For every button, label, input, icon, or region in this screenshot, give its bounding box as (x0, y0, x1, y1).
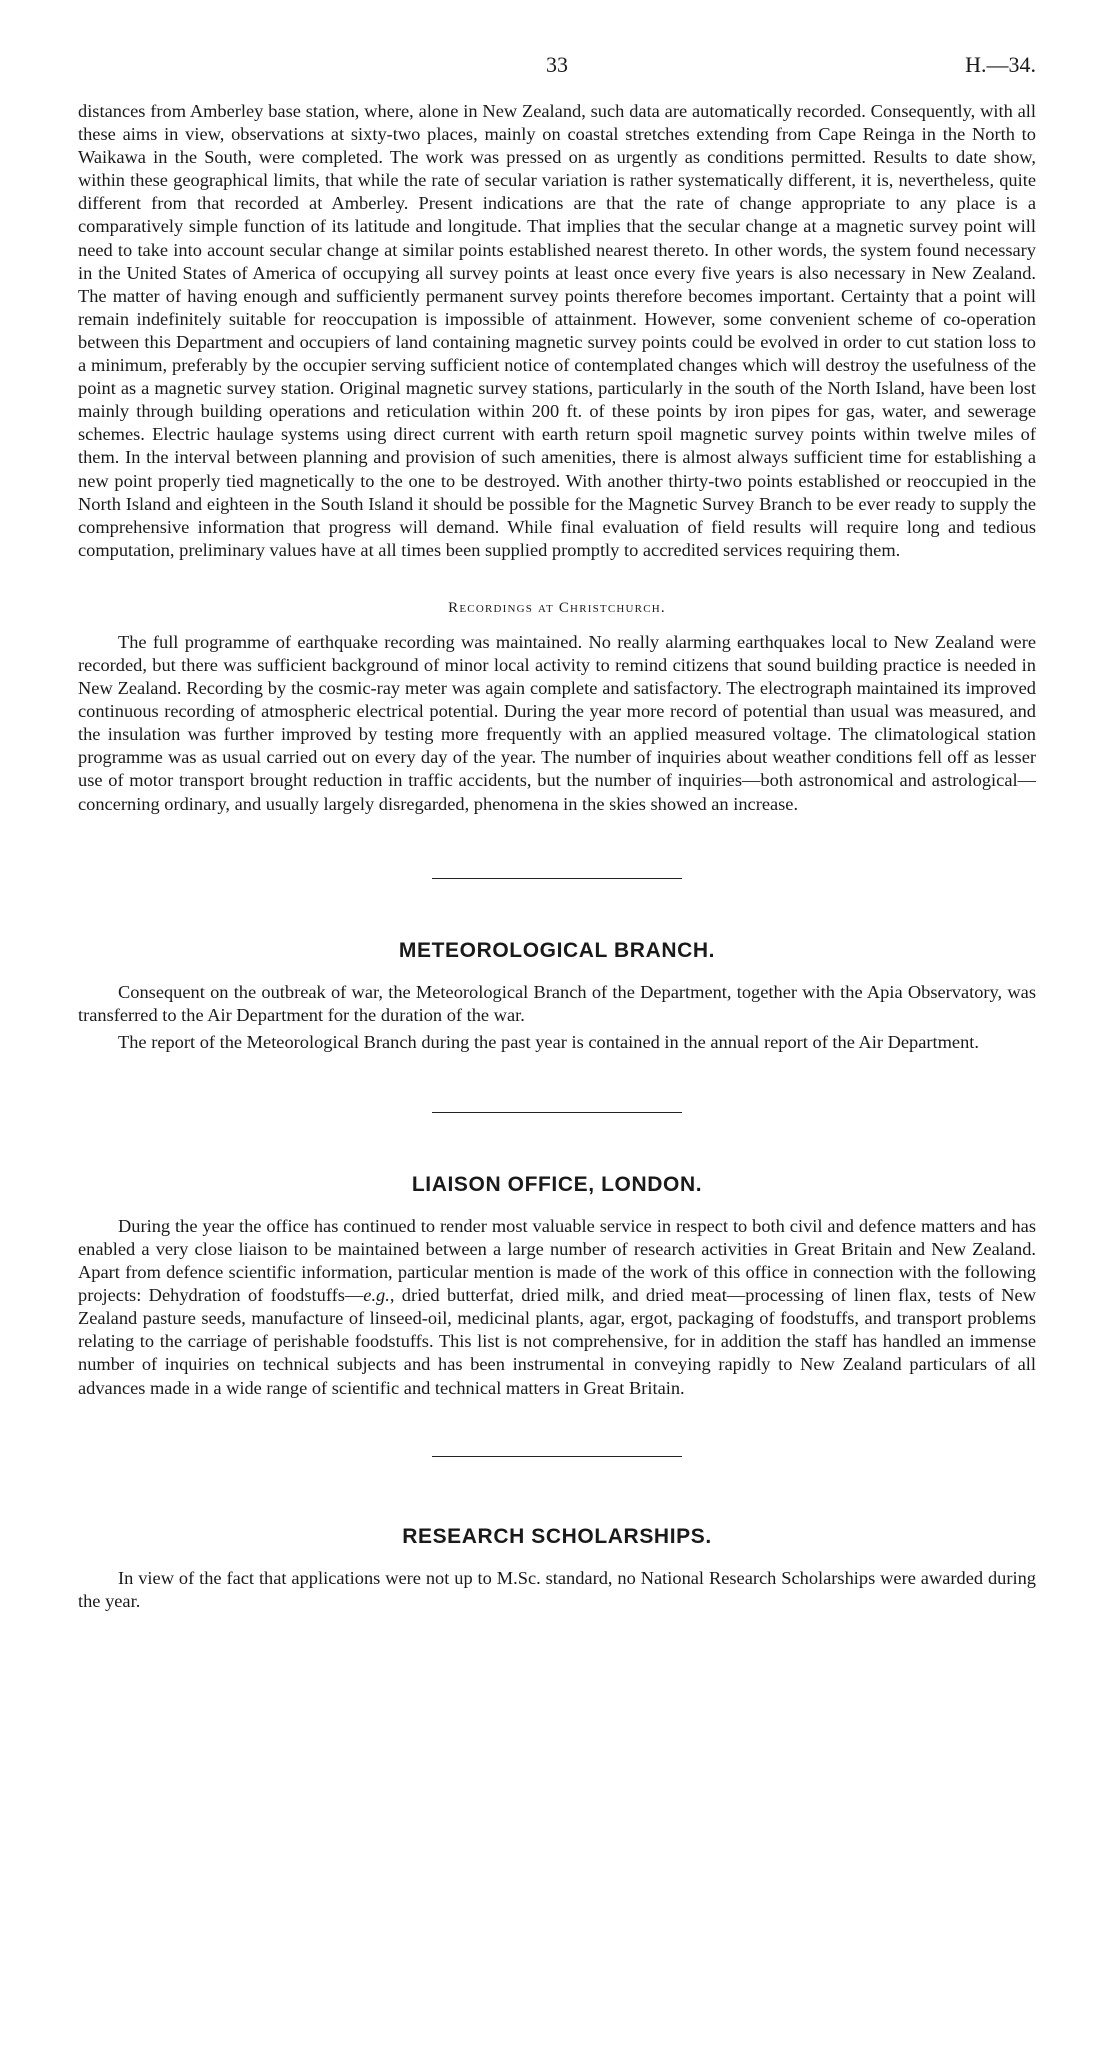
liaison-office-title: LIAISON OFFICE, LONDON. (411, 1172, 703, 1196)
meteorological-paragraph-1: Consequent on the outbreak of war, the Meteorological Branch of the Department, together with the Apia Observatory, was transferred to the Air Department for the duration of the war. (78, 981, 1036, 1025)
liaison-eg: e.g. (363, 1285, 390, 1306)
recordings-paragraph: The full programme of earthquake recording was maintained. No really alarming earthquakes local to New Zealand were recorded, but there was sufficient background of minor local activity to remind citizens that sound building practice is needed in New Zealand. Recording by the cosmic-ray meter was again complete and satisfactory. The electrograph maintained its improved continuous recording of atmospheric electrical potential. During the year more record of potential than usual was measured, and the insulation was further improved by testing more frequently with an applied measured voltage. The climatological station programme was as usual carried out on every day of the year. The number of inquiries about weather conditions fell off as lesser use of motor transport brought reduction in traffic accidents, but the number of inquiries—both astronomical and astrological—concerning ordinary, and usually largely disregarded, phenomena in the skies showed an increase. (78, 631, 1036, 814)
magnetic-survey-paragraph: distances from Amberley base station, where, alone in New Zealand, such data are automatically recorded. Consequently, with all these aims in view, observations at sixty-two places, mainly on coastal stretches extending from Cape Reinga in the North to Waikawa in the South, were completed. The work was pressed on as urgently as conditions permitted. Results to date show, within these geographical limits, that while the rate of secular variation is rather systematically different, it is, nevertheless, quite different from that recorded at Amberley. Present indications are that the rate of change appropriate to any place is a comparatively simple function of its latitude and longitude. That implies that the secular change at a magnetic survey point will need to take into account secular change at similar points established nearest thereto. In other words, the system found necessary in the United States of America of occupying all survey points at least once every five years is also necessary in New Zealand. The matter of having enough and sufficiently permanent survey points therefore becomes important. Certainty that a point will remain indefinitely suitable for reoccupation is impossible of attainment. However, some convenient scheme of co-operation between this Department and occupiers of land containing magnetic survey points could be evolved in order to cut station loss to a minimum, preferably by the occupier serving sufficient notice of contemplated changes which will destroy the usefulness of the point as a magnetic survey station. Original magnetic survey stations, particularly in the south of the North Island, have been lost mainly through building operations and reticulation within 200 ft. of these points by iron pipes for gas, water, and sewerage schemes. Electric haulage systems using direct current with earth return spoil magnetic survey points within twelve miles of them. In the interval between planning and provision of such amenities, there is almost always sufficient time for establishing a new point properly tied magnetically to the one to be destroyed. With another thirty-two points established or reoccupied in the North Island and eighteen in the South Island it should be possible for the Magnetic Survey Branch to be ever ready to supply the comprehensive information that progress will demand. While final evaluation of field results will require long and tedious computation, preliminary values have at all times been supplied promptly to accredited services requiring them. (78, 101, 1036, 560)
liaison-paragraph (78, 1215, 1036, 1400)
meteorological-branch-title: METEOROLOGICAL BRANCH. (398, 938, 716, 962)
document-reference: H.—34. (965, 52, 1036, 77)
page-header (78, 52, 1036, 82)
liaison-text-part-2: , dried butterfat, dried milk, and dried meat—processing of linen flax, tests of New Zealand pasture seeds, manufacture of linseed-oil, medicinal plants, agar, ergot, packaging of foodstuffs, and transport problems relating to the carriage of perishable foodstuffs. This list is not comprehensive, for in addition the staff has handled an immense number of inquiries on technical subjects and has been instrumental in conveying rapidly to New Zealand particulars of all advances made in a wide range of scientific and technical matters in Great Britain. (78, 1285, 1037, 1398)
recordings-heading: Recordings at Christchurch. (448, 599, 666, 616)
scholarships-paragraph: In view of the fact that applications were not up to M.Sc. standard, no National Research Scholarships were awarded during the year. (78, 1567, 1036, 1611)
research-scholarships-title: RESEARCH SCHOLARSHIPS. (402, 1524, 712, 1548)
meteorological-paragraph-2: The report of the Meteorological Branch during the past year is contained in the annual report of the Air Department. (118, 1031, 980, 1052)
page-content (78, 100, 1036, 1613)
page-number: 33 (546, 52, 568, 77)
liaison-text-part-1: During the year the office has continued to render most valuable service in respect to both civil and defence matters and has enabled a very close liaison to be maintained between a large number of research activities in Great Britain and New Zealand. Apart from defence scientific information, particular mention is made of the work of this office in connection with the following projects: Dehydration of foodstuffs— (78, 1215, 1036, 1306)
